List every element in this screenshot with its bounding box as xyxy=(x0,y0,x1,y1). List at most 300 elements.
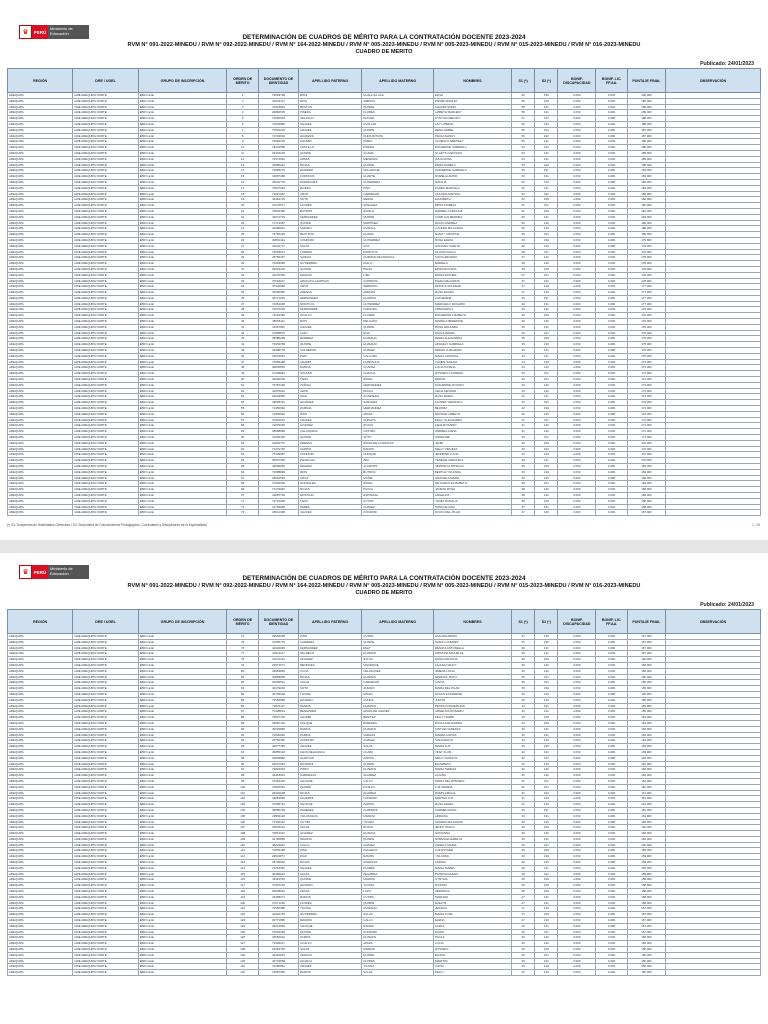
cell-surname-maternal: GUZMAN DE FRANCIA xyxy=(362,255,434,261)
cell-s2: 131 xyxy=(535,127,558,133)
cell-surname-paternal: PACHECO xyxy=(299,651,362,657)
cell-s2: 131 xyxy=(535,278,558,284)
cell-given-names: ELIZABETH xyxy=(433,761,511,767)
cell-surname-maternal: QUISPE xyxy=(362,952,434,958)
cell-ugel: GRE AREQUIPA NORTE xyxy=(73,720,138,726)
cell-surname-paternal: QUISPE xyxy=(299,929,362,935)
cell-bonus-ffaa: 0.000 xyxy=(596,232,628,238)
cell-doc-id: 71279081 xyxy=(258,487,298,493)
cell-group: EBR Inicial xyxy=(138,773,227,779)
cell-s1: 26 xyxy=(512,947,535,953)
cell-ugel: GRE AREQUIPA NORTE xyxy=(73,860,138,866)
cell-final-score: 158.000 xyxy=(627,877,665,883)
cell-surname-maternal: QUISPE xyxy=(362,900,434,906)
cell-region: AREQUIPA xyxy=(8,773,73,779)
cell-surname-maternal: VALENCIA xyxy=(362,860,434,866)
cell-s1: 28 xyxy=(512,871,535,877)
cell-surname-paternal: CHOQUEHUANCA xyxy=(299,749,362,755)
cell-s1: 37 xyxy=(512,504,535,510)
cell-doc-id: 73609738 xyxy=(258,93,298,99)
cell-given-names: MATILDE LIZBETH xyxy=(433,411,511,417)
cell-surname-maternal: QUISPE xyxy=(362,761,434,767)
cell-s2: 130 xyxy=(535,284,558,290)
cell-final-score: 159.000 xyxy=(627,871,665,877)
cell-surname-paternal: RAMOS xyxy=(299,365,362,371)
cell-region: AREQUIPA xyxy=(8,336,73,342)
cell-group: EBR Inicial xyxy=(138,150,227,156)
cell-surname-paternal: SALAS xyxy=(299,243,362,249)
cell-region: AREQUIPA xyxy=(8,446,73,452)
cell-s2: 131 xyxy=(535,191,558,197)
cell-bonus-disability: 0.000 xyxy=(558,703,596,709)
cell-order: 86 xyxy=(227,703,259,709)
cell-surname-paternal: QUISPE xyxy=(299,342,362,348)
cell-ugel: GRE AREQUIPA NORTE xyxy=(73,668,138,674)
cell-surname-paternal: PANIAGUA xyxy=(299,458,362,464)
cell-given-names: SONIA ELIANA xyxy=(433,504,511,510)
cell-surname-maternal: ESPINOZA xyxy=(362,492,434,498)
cell-surname-maternal: ROJAS xyxy=(362,423,434,429)
cell-given-names: SUSAN KATHERINE xyxy=(433,691,511,697)
cell-bonus-ffaa: 0.000 xyxy=(596,464,628,470)
cell-ugel: GRE AREQUIPA NORTE xyxy=(73,703,138,709)
cell-group: EBR Inicial xyxy=(138,947,227,953)
cell-doc-id: 72354798 xyxy=(258,342,298,348)
cell-doc-id: 42388071 xyxy=(258,894,298,900)
cell-surname-paternal: DIAZ xyxy=(299,394,362,400)
cell-given-names: NADIA LOURDES xyxy=(433,639,511,645)
cell-bonus-disability: 0.000 xyxy=(558,744,596,750)
cell-surname-maternal: HUAMAN xyxy=(362,703,434,709)
cell-order: 104 xyxy=(227,807,259,813)
cell-given-names: CHAVEZ SONIA xyxy=(433,104,511,110)
cell-surname-maternal: HUANCA xyxy=(362,226,434,232)
cell-bonus-ffaa: 0.000 xyxy=(596,371,628,377)
cell-given-names: ERIKA ROXANA xyxy=(433,266,511,272)
cell-group: EBR Inicial xyxy=(138,237,227,243)
cell-s2: 131 xyxy=(535,150,558,156)
cell-region: AREQUIPA xyxy=(8,680,73,686)
cell-bonus-disability: 0.000 xyxy=(558,174,596,180)
cell-ugel: GRE AREQUIPA NORTE xyxy=(73,249,138,255)
cell-region: AREQUIPA xyxy=(8,813,73,819)
cell-group: EBR Inicial xyxy=(138,709,227,715)
cell-group: EBR Inicial xyxy=(138,481,227,487)
cell-order: 79 xyxy=(227,662,259,668)
cell-order: 36 xyxy=(227,295,259,301)
cell-bonus-ffaa: 0.000 xyxy=(596,411,628,417)
cell-doc-id: 41765968 xyxy=(258,504,298,510)
cell-surname-maternal: CONDORI xyxy=(362,510,434,516)
cell-bonus-ffaa: 0.000 xyxy=(596,336,628,342)
cell-bonus-disability: 0.000 xyxy=(558,371,596,377)
cell-surname-paternal: PAREDES xyxy=(299,807,362,813)
cell-bonus-disability: 0.000 xyxy=(558,324,596,330)
cell-ugel: GRE AREQUIPA NORTE xyxy=(73,761,138,767)
cell-ugel: GRE AREQUIPA NORTE xyxy=(73,790,138,796)
cell-s1: 33 xyxy=(512,744,535,750)
cell-s1: 53 xyxy=(512,168,535,174)
ministry-label: Ministerio de Educación xyxy=(48,565,89,579)
cell-ugel: GRE AREQUIPA NORTE xyxy=(73,429,138,435)
cell-order: 27 xyxy=(227,243,259,249)
document-subtitle: CUADRO DE MERITO xyxy=(355,589,413,596)
cell-final-score: 176.000 xyxy=(627,313,665,319)
cell-surname-paternal: CARPIO xyxy=(299,446,362,452)
cell-s1: 29 xyxy=(512,842,535,848)
cell-s2: 131 xyxy=(535,674,558,680)
cell-surname-paternal: CHAMBI xyxy=(299,715,362,721)
cell-final-score: 156.000 xyxy=(627,935,665,941)
cell-final-score: 179.000 xyxy=(627,237,665,243)
cell-doc-id: 47808879 xyxy=(258,330,298,336)
cell-given-names: CINTHIA VANESSA xyxy=(433,726,511,732)
cell-ugel: GRE AREQUIPA NORTE xyxy=(73,162,138,168)
cell-ugel: GRE AREQUIPA NORTE xyxy=(73,382,138,388)
cell-doc-id: 43379691 xyxy=(258,353,298,359)
cell-bonus-ffaa: 0.000 xyxy=(596,749,628,755)
cell-final-score: 174.000 xyxy=(627,359,665,365)
cell-surname-paternal: HUAMANI xyxy=(299,761,362,767)
cell-surname-maternal: GUTIERREZ xyxy=(362,237,434,243)
cell-order: 8 xyxy=(227,133,259,139)
cell-surname-maternal: APAZA xyxy=(362,411,434,417)
cell-s1: 34 xyxy=(512,715,535,721)
cell-doc-id: 72791906 xyxy=(258,498,298,504)
cell-given-names: GIOVANA YANETH xyxy=(433,243,511,249)
merit-table xyxy=(7,609,761,976)
cell-surname-maternal: FLORES xyxy=(362,313,434,319)
cell-region: AREQUIPA xyxy=(8,900,73,906)
cell-given-names: VERONICA xyxy=(433,889,511,895)
cell-surname-maternal: ZEGARRA xyxy=(362,871,434,877)
cell-ugel: GRE AREQUIPA NORTE xyxy=(73,773,138,779)
cell-bonus-disability: 0.000 xyxy=(558,645,596,651)
cell-bonus-disability: 0.000 xyxy=(558,150,596,156)
cell-surname-maternal: MARTINEZ xyxy=(362,220,434,226)
cell-bonus-disability: 0.000 xyxy=(558,104,596,110)
cell-surname-maternal: PALZA xyxy=(362,266,434,272)
cell-group: EBR Inicial xyxy=(138,715,227,721)
footnote: (*) S1: Subprueba de Habilidades Generales / S2: Subprueba de Conocimientos Pedagógicos, Curriculares y Disciplinares de la Especialidad xyxy=(7,523,207,527)
cell-surname-maternal: PAREDES xyxy=(362,720,434,726)
cell-surname-maternal: PACORI xyxy=(362,116,434,122)
cell-given-names: LILIANA PAOLA xyxy=(433,249,511,255)
cell-order: 128 xyxy=(227,947,259,953)
cell-bonus-disability: 0.000 xyxy=(558,214,596,220)
cell-bonus-disability: 0.000 xyxy=(558,168,596,174)
cell-surname-paternal: CORDOVA xyxy=(299,174,362,180)
cell-given-names: CYNTHIA xyxy=(433,877,511,883)
cell-s2: 130 xyxy=(535,266,558,272)
cell-s1: 49 xyxy=(512,237,535,243)
cell-group: EBR Inicial xyxy=(138,435,227,441)
cell-bonus-ffaa: 0.000 xyxy=(596,110,628,116)
cell-group: EBR Inicial xyxy=(138,498,227,504)
cell-ugel: GRE AREQUIPA NORTE xyxy=(73,301,138,307)
cell-doc-id: 71254487 xyxy=(258,865,298,871)
cell-surname-paternal: ROJAS xyxy=(299,674,362,680)
cell-bonus-disability: 0.000 xyxy=(558,738,596,744)
cell-s2: 130 xyxy=(535,831,558,837)
cell-order: 52 xyxy=(227,388,259,394)
cell-ugel: GRE AREQUIPA NORTE xyxy=(73,819,138,825)
column-header-given-names: NOMBRES xyxy=(433,610,511,634)
cell-s1: 26 xyxy=(512,929,535,935)
cell-final-score: 161.000 xyxy=(627,807,665,813)
cell-bonus-disability: 0.000 xyxy=(558,807,596,813)
cell-final-score: 186.000 xyxy=(627,139,665,145)
cell-region: AREQUIPA xyxy=(8,697,73,703)
cell-doc-id: 47815561 xyxy=(258,784,298,790)
cell-region: AREQUIPA xyxy=(8,284,73,290)
cell-s2: 130 xyxy=(535,848,558,854)
column-header-s2: S2 (*) xyxy=(535,69,558,93)
cell-doc-id: 29771805 xyxy=(258,918,298,924)
cell-order: 92 xyxy=(227,738,259,744)
cell-order: 81 xyxy=(227,674,259,680)
cell-surname-paternal: PEREZ xyxy=(299,504,362,510)
cell-final-score: 156.000 xyxy=(627,947,665,953)
cell-surname-maternal: SALAS xyxy=(362,912,434,918)
cell-surname-paternal: CHAVEZ xyxy=(299,417,362,423)
cell-given-names: MARIA CRISTINA xyxy=(433,353,511,359)
cell-bonus-disability: 0.000 xyxy=(558,330,596,336)
cell-group: EBR Inicial xyxy=(138,918,227,924)
cell-group: EBR Inicial xyxy=(138,168,227,174)
cell-surname-maternal: HERNANDEZ xyxy=(362,406,434,412)
cell-surname-paternal: CCALLO xyxy=(299,941,362,947)
cell-group: EBR Inicial xyxy=(138,504,227,510)
cell-ugel: GRE AREQUIPA NORTE xyxy=(73,423,138,429)
cell-doc-id: 70294098 xyxy=(258,261,298,267)
cell-s1: 56 xyxy=(512,127,535,133)
cell-bonus-ffaa: 0.000 xyxy=(596,773,628,779)
cell-bonus-ffaa: 0.000 xyxy=(596,220,628,226)
cell-order: 68 xyxy=(227,481,259,487)
cell-s1: 38 xyxy=(512,492,535,498)
cell-order: 16 xyxy=(227,179,259,185)
cell-ugel: GRE AREQUIPA NORTE xyxy=(73,411,138,417)
cell-bonus-ffaa: 0.000 xyxy=(596,214,628,220)
cell-region: AREQUIPA xyxy=(8,634,73,640)
cell-region: AREQUIPA xyxy=(8,865,73,871)
cell-bonus-disability: 0.000 xyxy=(558,382,596,388)
cell-ugel: GRE AREQUIPA NORTE xyxy=(73,732,138,738)
cell-bonus-ffaa: 0.000 xyxy=(596,970,628,976)
cell-surname-paternal: ARENAS xyxy=(299,440,362,446)
cell-order: 125 xyxy=(227,929,259,935)
cell-group: EBR Inicial xyxy=(138,301,227,307)
cell-bonus-disability: 0.000 xyxy=(558,691,596,697)
cell-s1: 50 xyxy=(512,226,535,232)
cell-s2: 130 xyxy=(535,365,558,371)
cell-group: EBR Inicial xyxy=(138,889,227,895)
cell-region: AREQUIPA xyxy=(8,947,73,953)
cell-bonus-disability: 0.000 xyxy=(558,145,596,151)
cell-order: 122 xyxy=(227,912,259,918)
cell-region: AREQUIPA xyxy=(8,894,73,900)
cell-final-score: 158.000 xyxy=(627,883,665,889)
cell-order: 131 xyxy=(227,964,259,970)
cell-region: AREQUIPA xyxy=(8,116,73,122)
cell-doc-id: 44991525 xyxy=(258,475,298,481)
cell-ugel: GRE AREQUIPA NORTE xyxy=(73,871,138,877)
cell-final-score: 165.000 xyxy=(627,709,665,715)
cell-doc-id: 43897468 xyxy=(258,174,298,180)
cell-s2: 130 xyxy=(535,290,558,296)
cell-s2: 131 xyxy=(535,156,558,162)
cell-order: 93 xyxy=(227,744,259,750)
cell-order: 45 xyxy=(227,348,259,354)
cell-doc-id: 42760855 xyxy=(258,836,298,842)
cell-given-names: MARIELA xyxy=(433,261,511,267)
cell-s2: 131 xyxy=(535,645,558,651)
cell-final-score: 165.000 xyxy=(627,686,665,692)
cell-s1: 44 xyxy=(512,359,535,365)
cell-s2: 131 xyxy=(535,680,558,686)
cell-final-score: 189.000 xyxy=(627,110,665,116)
cell-s1: 30 xyxy=(512,819,535,825)
cell-order: 113 xyxy=(227,860,259,866)
cell-surname-maternal: QUISPE xyxy=(362,162,434,168)
cell-order: 56 xyxy=(227,411,259,417)
cell-order: 66 xyxy=(227,469,259,475)
cell-surname-maternal: CUTIPA xyxy=(362,498,434,504)
cell-s2: 131 xyxy=(535,174,558,180)
cell-surname-paternal: SOTO xyxy=(299,197,362,203)
cell-s1: 31 xyxy=(512,796,535,802)
cell-bonus-disability: 0.000 xyxy=(558,906,596,912)
cell-ugel: GRE AREQUIPA NORTE xyxy=(73,889,138,895)
cell-group: EBR Inicial xyxy=(138,900,227,906)
cell-surname-maternal: HUAMAN xyxy=(362,295,434,301)
cell-bonus-ffaa: 0.000 xyxy=(596,691,628,697)
cell-group: EBR Inicial xyxy=(138,295,227,301)
cell-surname-maternal: HUAMAN xyxy=(362,674,434,680)
cell-given-names: BERTHA YOLANDA xyxy=(433,469,511,475)
cell-surname-maternal: ARENAS xyxy=(362,98,434,104)
cell-bonus-disability: 0.000 xyxy=(558,912,596,918)
cell-bonus-ffaa: 0.000 xyxy=(596,657,628,663)
cell-region: AREQUIPA xyxy=(8,330,73,336)
cell-given-names: JUDITH xyxy=(433,697,511,703)
cell-given-names: LUCERO MILAGROS xyxy=(433,226,511,232)
cell-doc-id: 70834499 xyxy=(258,208,298,214)
cell-surname-maternal: RAMOS xyxy=(362,923,434,929)
cell-s2: 131 xyxy=(535,871,558,877)
cell-s1: 46 xyxy=(512,313,535,319)
cell-final-score: 176.000 xyxy=(627,307,665,313)
cell-ugel: GRE AREQUIPA NORTE xyxy=(73,127,138,133)
cell-bonus-ffaa: 0.000 xyxy=(596,947,628,953)
cell-s2: 131 xyxy=(535,504,558,510)
cell-bonus-disability: 0.000 xyxy=(558,918,596,924)
cell-surname-maternal: SANCHEZ xyxy=(362,203,434,209)
cell-bonus-disability: 0.000 xyxy=(558,243,596,249)
cell-order: 11 xyxy=(227,150,259,156)
cell-s2: 130 xyxy=(535,964,558,970)
cell-doc-id: 72854186 xyxy=(258,848,298,854)
cell-final-score: 173.000 xyxy=(627,394,665,400)
cell-surname-paternal: PINO xyxy=(299,634,362,640)
cell-ugel: GRE AREQUIPA NORTE xyxy=(73,970,138,976)
cell-final-score: 187.000 xyxy=(627,133,665,139)
cell-s1: 28 xyxy=(512,865,535,871)
cell-given-names: KELLY xyxy=(433,970,511,976)
cell-region: AREQUIPA xyxy=(8,359,73,365)
cell-s1: 53 xyxy=(512,174,535,180)
cell-s2: 130 xyxy=(535,446,558,452)
cell-bonus-disability: 0.000 xyxy=(558,156,596,162)
cell-region: AREQUIPA xyxy=(8,662,73,668)
cell-bonus-ffaa: 0.000 xyxy=(596,738,628,744)
cell-s2: 131 xyxy=(535,813,558,819)
column-header-ugel: DRE / UGEL xyxy=(73,610,138,634)
cell-region: AREQUIPA xyxy=(8,645,73,651)
cell-surname-paternal: GONZALES xyxy=(299,481,362,487)
cell-s1: 54 xyxy=(512,150,535,156)
cell-doc-id: 42962772 xyxy=(258,440,298,446)
cell-final-score: 156.000 xyxy=(627,952,665,958)
cell-doc-id: 43072718 xyxy=(258,214,298,220)
cell-s2: 130 xyxy=(535,691,558,697)
column-header-bonus-disability: BONIF. DISCAPACIDAD xyxy=(558,610,596,634)
cell-observation xyxy=(665,510,760,516)
cell-region: AREQUIPA xyxy=(8,755,73,761)
cell-s2: 131 xyxy=(535,417,558,423)
cell-final-score: 159.000 xyxy=(627,860,665,866)
cell-surname-paternal: ROJAS xyxy=(299,790,362,796)
cell-final-score: 189.000 xyxy=(627,98,665,104)
cell-bonus-disability: 0.000 xyxy=(558,767,596,773)
cell-bonus-disability: 0.000 xyxy=(558,237,596,243)
cell-s2: 131 xyxy=(535,139,558,145)
cell-given-names: CAMILA ALMENDRA xyxy=(433,214,511,220)
cell-s1: 48 xyxy=(512,261,535,267)
cell-surname-paternal: RAMOS xyxy=(299,703,362,709)
cell-region: AREQUIPA xyxy=(8,237,73,243)
cell-ugel: GRE AREQUIPA NORTE xyxy=(73,645,138,651)
cell-bonus-disability: 0.000 xyxy=(558,802,596,808)
cell-bonus-disability: 0.000 xyxy=(558,226,596,232)
cell-final-score: 162.000 xyxy=(627,784,665,790)
cell-given-names: KARINA xyxy=(433,860,511,866)
cell-bonus-disability: 0.000 xyxy=(558,877,596,883)
cell-order: 30 xyxy=(227,261,259,267)
cell-doc-id: 70813337 xyxy=(258,831,298,837)
cell-ugel: GRE AREQUIPA NORTE xyxy=(73,964,138,970)
cell-surname-paternal: SOLANO xyxy=(299,371,362,377)
cell-group: EBR Inicial xyxy=(138,634,227,640)
cell-given-names: LILIANA NANCY xyxy=(433,662,511,668)
cell-bonus-disability: 0.000 xyxy=(558,406,596,412)
cell-given-names: NELLY FRANCIS xyxy=(433,755,511,761)
cell-final-score: 175.000 xyxy=(627,336,665,342)
cell-group: EBR Inicial xyxy=(138,813,227,819)
cell-ugel: GRE AREQUIPA NORTE xyxy=(73,104,138,110)
cell-order: 116 xyxy=(227,877,259,883)
cell-surname-maternal: ZAPATA xyxy=(362,755,434,761)
cell-given-names: NANCY CRISTINA xyxy=(433,232,511,238)
cell-region: AREQUIPA xyxy=(8,464,73,470)
cell-region: AREQUIPA xyxy=(8,417,73,423)
cell-group: EBR Inicial xyxy=(138,726,227,732)
cell-doc-id: 71905217 xyxy=(258,941,298,947)
cell-ugel: GRE AREQUIPA NORTE xyxy=(73,848,138,854)
cell-region: AREQUIPA xyxy=(8,941,73,947)
cell-region: AREQUIPA xyxy=(8,935,73,941)
